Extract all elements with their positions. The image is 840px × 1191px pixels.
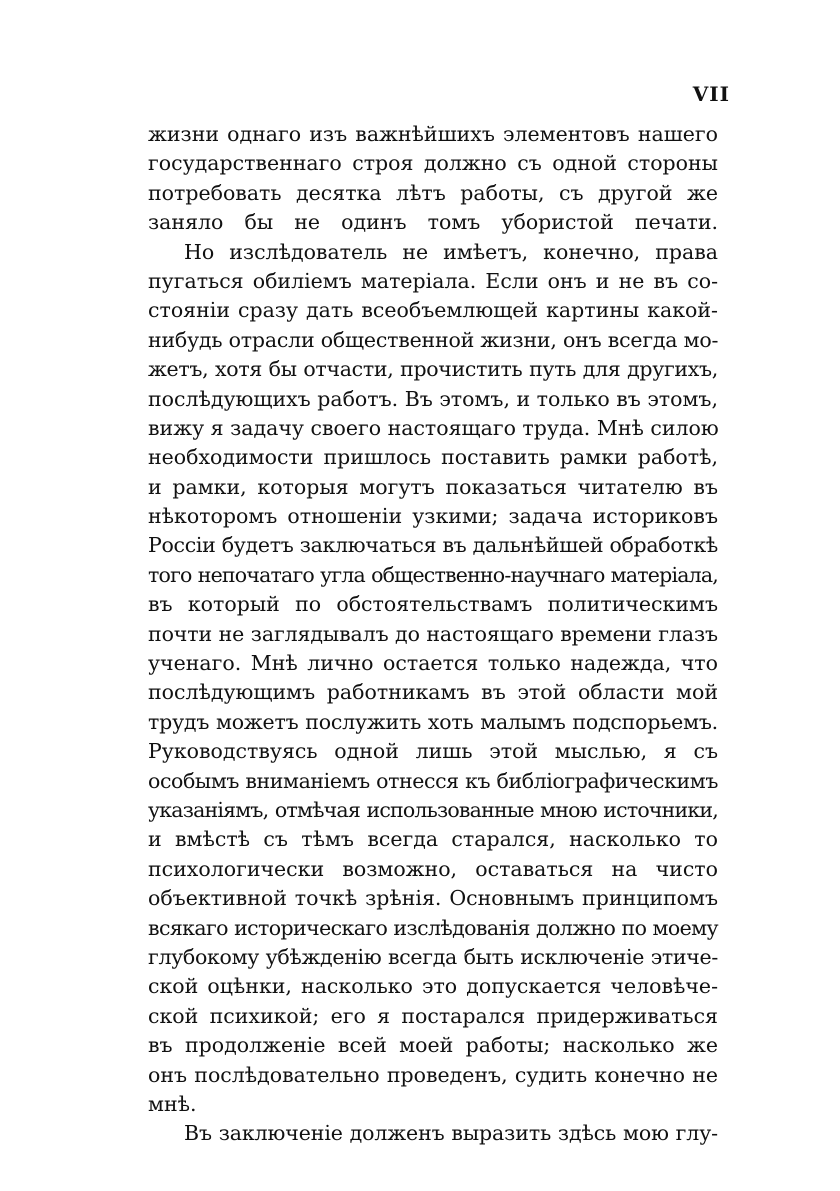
text-line: стояніи сразу дать всеобъемлющей картины какой-	[148, 298, 718, 323]
text-line: мнѣ.	[148, 1091, 197, 1116]
text-line: психологически возможно, оставаться на чисто	[148, 856, 718, 881]
text-line: Россіи будетъ заключаться въ дальнѣйшей обработкѣ	[148, 533, 718, 558]
text-line: почти не заглядывалъ до настоящаго времени глазъ	[148, 621, 718, 646]
page-number: VII	[692, 82, 730, 106]
text-line: Въ заключеніе долженъ выразить здѣсь мою глу-	[184, 1121, 718, 1146]
text-line: трудъ можетъ послужить хоть малымъ подспорьемъ.	[148, 709, 718, 734]
text-line: вижу я задачу своего настоящаго труда. Мнѣ силою	[148, 415, 719, 440]
text-line: нѣкоторомъ отношеніи узкими; задача историковъ	[148, 504, 718, 529]
text-line: того непочатаго угла общественно-научнаго матеріала,	[148, 562, 718, 587]
text-line: нибудь отрасли общественной жизни, онъ всегда мо-	[148, 327, 719, 352]
text-line: всякаго историческаго изслѣдованія должно по моему	[148, 915, 718, 940]
text-line: Руководствуясь одной лишь этой мыслью, я съ	[148, 739, 718, 764]
text-line: необходимости пришлось поставить рамки работѣ,	[148, 445, 718, 470]
text-line: въ который по обстоятельствамъ политическимъ	[148, 592, 718, 617]
text-line: заняло бы не одинъ томъ убористой печати.	[148, 210, 718, 235]
text-line: ученаго. Мнѣ лично остается только надежда, что	[148, 651, 718, 676]
text-line: жизни однаго изъ важнѣйшихъ элементовъ нашего	[148, 122, 718, 146]
text-line: и рамки, которыя могутъ показаться читателю въ	[148, 474, 718, 499]
text-line: и вмѣстѣ съ тѣмъ всегда старался, насколько то	[148, 827, 718, 852]
text-line: послѣдующимъ работникамъ въ этой области мой	[148, 680, 718, 705]
text-line: ской оцѣнки, насколько это допускается человѣче-	[148, 974, 718, 999]
text-line: указаніямъ, отмѣчая использованные мною источники,	[148, 797, 718, 822]
text-line: послѣдующихъ работъ. Въ этомъ, и только въ этомъ,	[148, 386, 718, 411]
text-line: онъ послѣдовательно проведенъ, судить конечно не	[148, 1062, 718, 1087]
text-line: ской психикой; его я постарался придерживаться	[148, 1003, 718, 1028]
text-line: Но изслѣдователь не имѣетъ, конечно, права	[184, 239, 718, 264]
text-line: государственнаго строя должно съ одной стороны	[148, 151, 718, 176]
text-line: въ продолженіе всей моей работы; насколько же	[148, 1033, 718, 1058]
text-line: объективной точкѣ зрѣнія. Основнымъ принципомъ	[148, 886, 718, 911]
text-line: особымъ вниманіемъ отнесся къ библіографическимъ	[148, 768, 718, 793]
body-text	[148, 120, 718, 1149]
text-line: пугаться обиліемъ матеріала. Если онъ и не въ со-	[148, 268, 718, 293]
text-line: глубокому убѣжденію всегда быть исключеніе этиче-	[148, 944, 718, 969]
text-line: потребовать десятка лѣтъ работы, съ другой же	[148, 180, 718, 205]
text-line: жетъ, хотя бы отчасти, прочистить путь для другихъ,	[148, 357, 718, 382]
